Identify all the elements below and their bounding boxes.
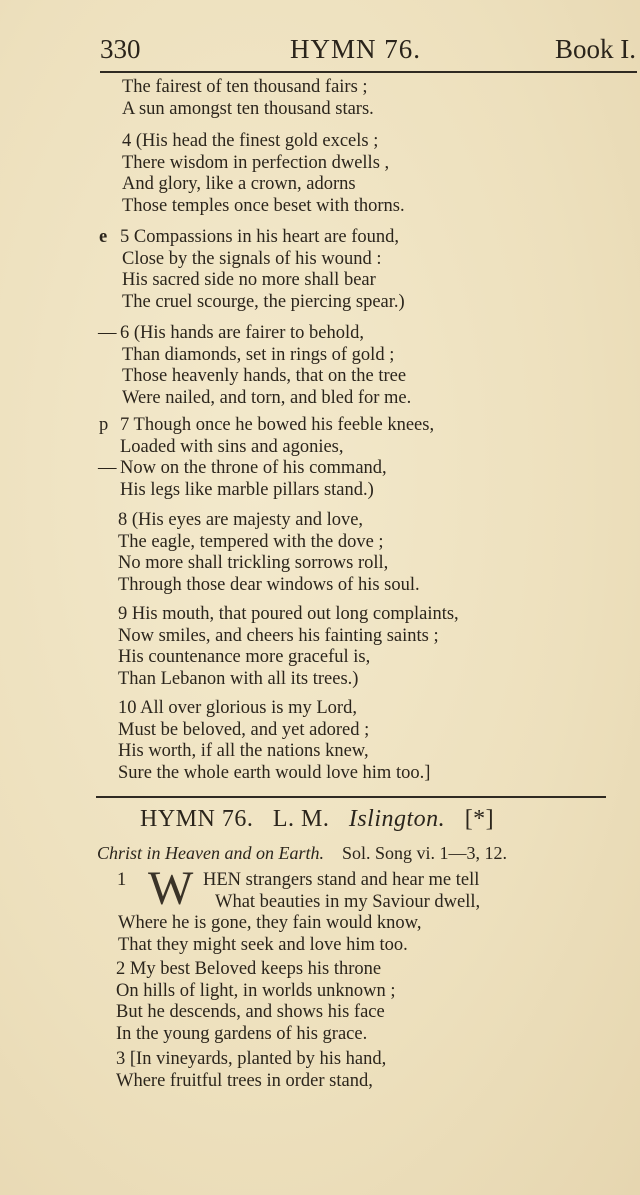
verse-line: 3 [In vineyards, planted by his hand,	[116, 1049, 387, 1069]
verse-line: 8 (His eyes are majesty and love,	[118, 510, 364, 530]
running-head	[100, 30, 638, 70]
stanza-9	[118, 604, 459, 690]
verse-line: 6 (His hands are fairer to behold,	[120, 323, 365, 343]
verse-line: Where fruitful trees in order stand,	[116, 1070, 373, 1091]
stanza-5	[120, 227, 405, 313]
verse-line: Now smiles, and cheers his fainting saints ;	[118, 625, 439, 646]
verse-line: In the young gardens of his grace.	[116, 1023, 368, 1044]
hymn-subject: Christ in Heaven and on Earth.	[97, 843, 324, 863]
verse-line: Sure the whole earth would love him too.]	[118, 762, 431, 783]
verse-line: His legs like marble pillars stand.)	[120, 479, 374, 500]
verse-line: Now on the throne of his command,	[120, 458, 387, 478]
verse-line: His sacred side no more shall bear	[122, 270, 376, 290]
verse-line: Those temples once beset with thorns.	[122, 195, 405, 216]
verse-line: But he descends, and shows his face	[116, 1002, 385, 1022]
verse-line: Where he is gone, they fain would know,	[118, 913, 422, 933]
verse-line: Close by the signals of his wound :	[122, 248, 382, 269]
stanza-10	[118, 698, 430, 784]
verse-line: What beauties in my Saviour dwell,	[215, 891, 481, 912]
hymn-tune: Islington.	[348, 806, 446, 832]
verse-number: 1	[117, 870, 127, 890]
stanza-4	[122, 131, 405, 217]
hymn-mark: [*]	[464, 806, 495, 832]
running-title: HYMN 76.	[290, 34, 422, 64]
verse-line: There wisdom in perfection dwells ,	[122, 152, 390, 173]
verse-line: 5 Compassions in his heart are found,	[120, 227, 399, 247]
verse-line: The cruel scourge, the piercing spear.)	[122, 291, 405, 312]
page-number: 330	[100, 34, 141, 64]
verse-line: The fairest of ten thousand fairs ;	[122, 77, 368, 97]
verse-line: 4 (His head the finest gold excels ;	[122, 131, 379, 151]
verse-line: Must be beloved, and yet adored ;	[118, 719, 370, 740]
stanza-7	[120, 415, 434, 501]
dynamic-mark: e	[99, 227, 108, 247]
stanza-8	[118, 510, 420, 596]
hymn-meter: L. M.	[272, 806, 330, 832]
verse-line: Than diamonds, set in rings of gold ;	[122, 344, 395, 365]
stanza-2	[116, 959, 396, 1045]
verse-line: Those heavenly hands, that on the tree	[122, 366, 407, 386]
verse-line: The eagle, tempered with the dove ;	[118, 531, 384, 552]
hymn-number: HYMN 76.	[140, 806, 254, 832]
hymn-subtitle	[97, 843, 507, 864]
dash-mark: —	[98, 323, 117, 343]
stanza-6	[120, 323, 411, 409]
header-rule	[100, 71, 637, 73]
verse-line: His countenance more graceful is,	[118, 647, 371, 667]
verse-line: Were nailed, and torn, and bled for me.	[122, 387, 412, 408]
verse-line: No more shall trickling sorrows roll,	[118, 553, 389, 573]
stanza-1-top	[203, 870, 480, 913]
verse-line: That they might seek and love him too.	[118, 934, 408, 955]
stanza-3	[116, 1049, 386, 1092]
verse-line: HEN strangers stand and hear me tell	[203, 870, 480, 890]
verse-line: 7 Though once he bowed his feeble knees,	[120, 415, 435, 435]
verse-line: On hills of light, in worlds unknown ;	[116, 980, 396, 1001]
verse-line: 2 My best Beloved keeps his throne	[116, 959, 382, 979]
verse-line: And glory, like a crown, adorns	[122, 174, 356, 194]
verse-line: A sun amongst ten thousand stars.	[122, 98, 374, 119]
verse-line: 9 His mouth, that poured out long complaints,	[118, 604, 459, 624]
verse-line: His worth, if all the nations knew,	[118, 741, 369, 761]
piano-mark: p	[99, 415, 109, 435]
section-rule	[96, 796, 606, 798]
book-label: Book I.	[555, 34, 636, 64]
drop-cap: W	[148, 862, 194, 915]
stanza-3-end	[122, 77, 374, 120]
hymn-heading	[140, 806, 494, 833]
stanza-1-bottom	[118, 913, 421, 956]
verse-line: Than Lebanon with all its trees.)	[118, 668, 359, 689]
dash-mark: —	[98, 458, 117, 478]
verse-line: 10 All over glorious is my Lord,	[118, 698, 357, 718]
verse-line: Through those dear windows of his soul.	[118, 574, 420, 595]
scripture-reference: Sol. Song vi. 1—3, 12.	[342, 843, 508, 863]
verse-line: Loaded with sins and agonies,	[120, 436, 344, 457]
